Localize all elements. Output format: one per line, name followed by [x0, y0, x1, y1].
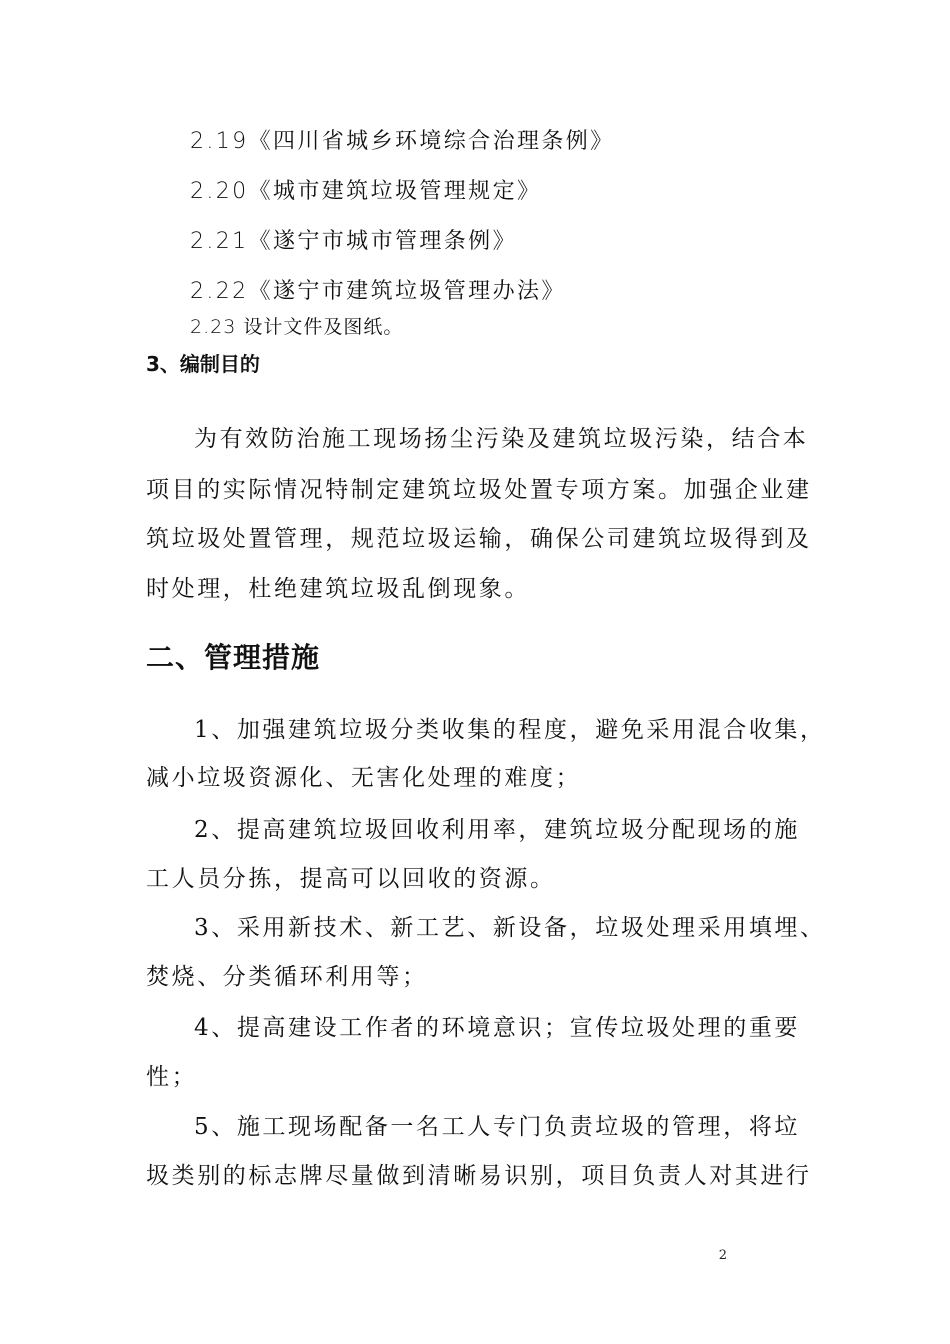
management-item-line: 3、采用新技术、新工艺、新设备，垃圾处理采用填埋、	[194, 915, 826, 941]
reference-item: 2.22《遂宁市建筑垃圾管理办法》	[190, 279, 566, 304]
purpose-paragraph-line: 项目的实际情况特制定建筑垃圾处置专项方案。加强企业建	[146, 477, 812, 503]
purpose-paragraph-line: 筑垃圾处置管理，规范垃圾运输，确保公司建筑垃圾得到及	[146, 526, 812, 552]
management-item-line: 性；	[146, 1064, 198, 1090]
management-item-line: 2、提高建筑垃圾回收利用率，建筑垃圾分配现场的施	[194, 817, 801, 843]
management-item-line: 圾类别的标志牌尽量做到清晰易识别，项目负责人对其进行	[146, 1163, 812, 1189]
management-item-line: 1、加强建筑垃圾分类收集的程度，避免采用混合收集，	[194, 717, 826, 743]
purpose-paragraph-line: 为有效防治施工现场扬尘污染及建筑垃圾污染，结合本	[194, 426, 809, 452]
page-number: 2	[718, 1248, 727, 1263]
purpose-paragraph-line: 时处理，杜绝建筑垃圾乱倒现象。	[146, 576, 530, 602]
reference-item: 2.20《城市建筑垃圾管理规定》	[190, 179, 542, 204]
purpose-heading: 3、编制目的	[146, 352, 260, 376]
management-item-line: 5、施工现场配备一名工人专门负责垃圾的管理，将垃	[194, 1114, 801, 1140]
reference-item: 2.23 设计文件及图纸。	[190, 316, 404, 338]
management-item-line: 焚烧、分类循环利用等；	[146, 964, 428, 990]
management-item-line: 减小垃圾资源化、无害化处理的难度；	[146, 765, 582, 791]
section-title: 二、管理措施	[146, 641, 321, 674]
reference-item: 2.19《四川省城乡环境综合治理条例》	[190, 129, 615, 154]
reference-item: 2.21《遂宁市城市管理条例》	[190, 229, 517, 254]
management-item-line: 工人员分拣，提高可以回收的资源。	[146, 866, 556, 892]
management-item-line: 4、提高建设工作者的环境意识；宣传垃圾处理的重要	[194, 1015, 801, 1041]
